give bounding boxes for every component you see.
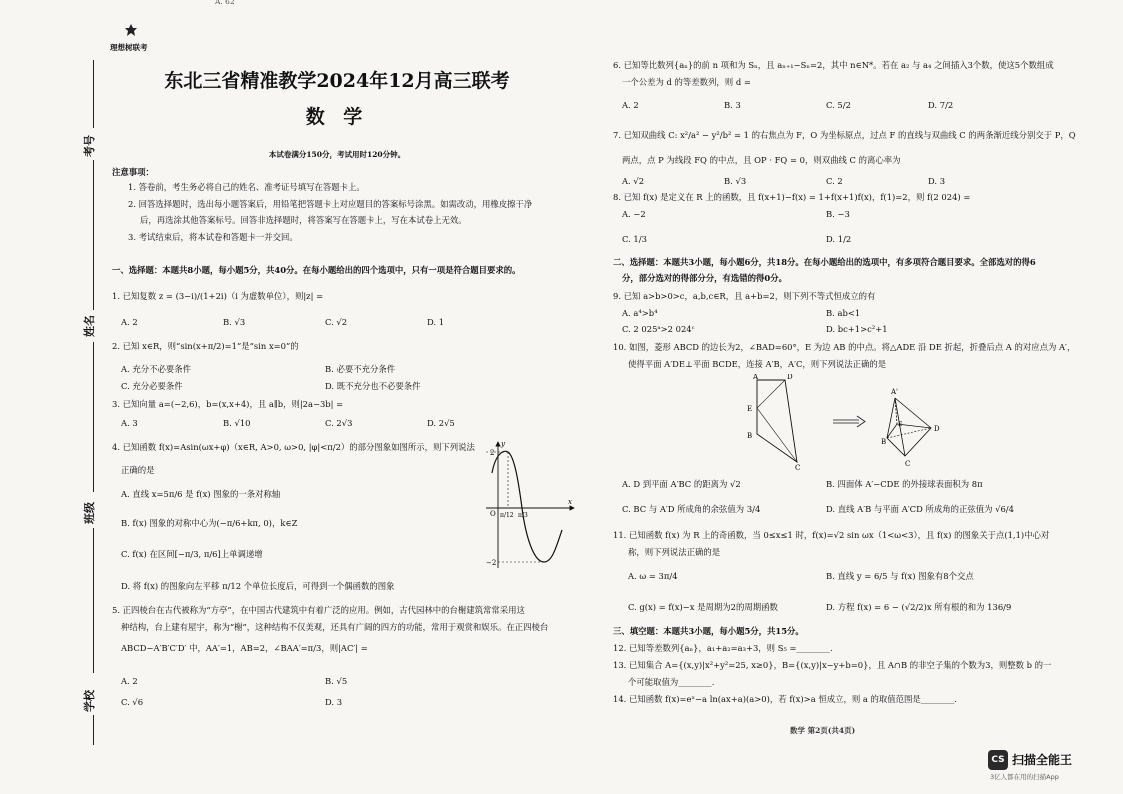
q4-stem: 4. 已知函数 f(x)=Asin(ωx+φ)（x∈R, A>0, ω>0, |φ|<π/2）的部分图象如图所示，则下列说法 — [112, 442, 475, 452]
binding-class: 班级 — [83, 502, 96, 524]
q5-option-b: B. √5 — [325, 676, 348, 686]
q10-option-c: C. BC 与 A′D 所成角的余弦值为 3/4 — [622, 504, 761, 514]
q7-line-2: 两点，点 P 为线段 FQ 的中点，且 OP · FQ = 0，则双曲线 C 的离心率为 — [622, 155, 901, 165]
q6-line-1: 6. 已知等比数列{aₙ}的前 n 项和为 Sₙ，且 aₙ₊₁−Sₙ=2，其中 n∈N*。若在 a₂ 与 a₄ 之间插入3个数，使这5个数组成 — [613, 60, 1054, 70]
q5-line-2: 种结构，台上建有屋宇，称为“榭”，这种结构不仅美观，还具有广阔的四方的功能，常用于观赏和娱乐。在正四棱台 — [121, 622, 549, 632]
q4-option-b: B. f(x) 图象的对称中心为(−π/6+kπ, 0)，k∈Z — [121, 518, 298, 528]
q11-line-1: 11. 已知函数 f(x) 为 R 上的奇函数，当 0≤x≤1 时，f(x)=√2 sin ωx（1<ω<3），且 f(x) 的图象关于点(1,1)中心对 — [613, 530, 1050, 540]
binding-line — [93, 715, 94, 745]
q4-tick-pi12: π/12 — [500, 512, 514, 519]
q4-option-a: A. 直线 x=5π/6 是 f(x) 图象的一条对称轴 — [121, 489, 281, 499]
q7-line-1: 7. 已知双曲线 C: x²/a² − y²/b² = 1 的右焦点为 F，O 为坐标原点，过点 F 的直线与双曲线 C 的两条渐近线分别交于 P，Q — [613, 130, 1076, 140]
q4-option-c: C. f(x) 在区间[−π/3, π/6]上单调递增 — [121, 549, 263, 559]
q8-option-b: B. −3 — [826, 209, 850, 219]
q6-option-a: A. 2 — [622, 100, 639, 110]
q9-stem: 9. 已知 a>b>0>c，a,b,c∈R，且 a+b=2，则下列不等式恒成立的有 — [613, 291, 876, 301]
q2-option-d: D. 既不充分也不必要条件 — [325, 381, 421, 391]
binding-line — [93, 528, 94, 673]
section-1-heading: 一、选择题：本题共8小题，每小题5分，共40分。在每小题给出的四个选项中，只有一项是符合题目要求的。 — [112, 265, 521, 275]
q10-fold-label-b: B — [881, 438, 887, 446]
binding-school: 学校 — [83, 690, 96, 712]
q5-option-d: D. 3 — [325, 697, 343, 707]
q9-option-c: C. 2 025ᵃ>2 024ᶜ — [622, 324, 695, 334]
q6-option-d: D. 7/2 — [928, 100, 954, 110]
q3-option-d: D. 2√5 — [427, 418, 455, 428]
exam-info: 本试卷满分150分，考试用时120分钟。 — [268, 150, 406, 159]
q1-stem: 1. 已知复数 z = (3−i)/(1+2i)（i 为虚数单位），则|z| = — [112, 291, 324, 301]
note-2b: 后，再选涂其他答案标号。回答非选择题时，将答案写在答题卡上，写在本试卷上无效。 — [140, 215, 467, 225]
q3-option-a: A. 3 — [121, 418, 138, 428]
q10-figure — [745, 374, 975, 472]
q10-option-d: D. 直线 A′B 与平面 A′CD 所成角的正弦值为 √6/4 — [826, 504, 1014, 514]
q5-line-1: 5. 正四棱台在古代被称为“方亭”，在中国古代建筑中有着广泛的应用。例如，古代园林中的台榭建筑常常采用这 — [112, 605, 525, 615]
q4-tick-neg2: −2 — [486, 559, 497, 567]
q1-option-a: A. 2 — [121, 317, 138, 327]
q7-option-b: B. √3 — [724, 176, 747, 186]
subject-title: 数 学 — [305, 106, 369, 128]
q4-tick-pi3: π/3 — [518, 512, 528, 519]
q10-label-d: D — [787, 374, 793, 381]
q3-option-c: C. 2√3 — [325, 418, 353, 428]
note-2a: 2. 回答选择题时，选出每小题答案后，用铅笔把答题卡上对应题目的答案标号涂黑。如需改动，用橡皮擦干净 — [128, 199, 533, 209]
q4-tick-2: 2 — [490, 449, 495, 457]
q8-option-d: D. 1/2 — [826, 234, 852, 244]
section-3-heading: 三、填空题：本题共3小题，每小题5分，共15分。 — [613, 626, 804, 636]
q8-option-c: C. 1/3 — [622, 234, 647, 244]
q5-option-a: A. 2 — [121, 676, 138, 686]
q8-stem: 8. 已知 f(x) 是定义在 R 上的函数，且 f(x+1)−f(x) = 1+f(x+1)f(x)，f(1)=2，则 f(2 024) = — [613, 192, 971, 202]
q11-line-2: 称，则下列说法正确的是 — [628, 547, 721, 557]
scanner-brand: 扫描全能王 — [1012, 753, 1073, 767]
q10-label-e: E — [747, 405, 753, 413]
q10-label-a-prime: A' — [891, 388, 898, 396]
binding-line — [93, 160, 94, 240]
q6-line-2: 一个公差为 d 的等差数列，则 d = — [622, 77, 751, 87]
q10-folded-solid — [887, 398, 931, 456]
q1-option-c: C. √2 — [325, 317, 348, 327]
q10-fold-label-e: E — [898, 421, 903, 428]
q6-option-b: B. 3 — [724, 100, 741, 110]
q5-option-c: C. √6 — [121, 697, 144, 707]
q1-option-d: D. 1 — [427, 317, 445, 327]
q11-option-c: C. g(x) = f(x)−x 是周期为2的周期函数 — [628, 602, 778, 612]
q1-option-b: B. √3 — [223, 317, 246, 327]
q10-option-b: B. 四面体 A′−CDE 的外接球表面积为 8π — [826, 479, 983, 489]
q4-origin-label: O — [490, 510, 496, 518]
binding-line — [93, 342, 94, 492]
binding-line — [93, 60, 94, 128]
binding-name: 姓名 — [83, 315, 96, 337]
q10-line-2: 使得平面 A′DE⊥平面 BCDE，连接 A′B，A′C，则下列说法正确的是 — [628, 359, 887, 369]
q3-option-b: B. √10 — [223, 418, 251, 428]
q4-stem-cont: 正确的是 — [121, 465, 155, 475]
q12-stem: 12. 已知等差数列{aₙ}，a₁+a₂=a₃+3，则 S₅ =________. — [613, 643, 833, 653]
q2-option-a: A. 充分不必要条件 — [121, 364, 191, 374]
q3-stem: 3. 已知向量 a=(−2,6)，b=(x,x+4)，且 a∥b，则|2a−3b| = — [112, 399, 344, 409]
note-3: 3. 考试结束后，将本试卷和答题卡一并交回。 — [128, 232, 298, 242]
q4-option-d: D. 将 f(x) 的图象向左平移 π/12 个单位长度后，可得到一个偶函数的图象 — [121, 581, 395, 591]
q4-x-label: x — [568, 498, 572, 506]
q2-option-b: B. 必要不充分条件 — [325, 364, 396, 374]
q7-option-c: C. 2 — [826, 176, 843, 186]
q9-option-d: D. bc+1>c²+1 — [826, 324, 888, 334]
q2-stem: 2. 已知 x∈R，则“sin(x+π/2)=1”是“sin x=0”的 — [112, 341, 299, 351]
section-2-heading: 二、选择题：本题共3小题，每小题6分，共18分。在每小题给出的选项中，有多项符合题目要求。全部选对的得6 — [613, 257, 1036, 267]
q9-option-b: B. ab<1 — [826, 308, 861, 318]
q2-option-c: C. 充分必要条件 — [121, 381, 183, 391]
q11-option-b: B. 直线 y = 6/5 与 f(x) 图象有8个交点 — [826, 571, 974, 581]
logo-emblem-icon — [124, 22, 138, 36]
q13-line-2: 个可能取值为________. — [628, 677, 715, 687]
binding-exam-no: 考号 — [83, 135, 96, 157]
q10-rhombus — [757, 380, 797, 462]
q13-line-1: 13. 已知集合 A={(x,y)|x²+y²=25, x≥0}，B={(x,y)|x−y+b=0}，且 A∩B 的非空子集的个数为3，则整数 b 的一 — [613, 660, 1052, 670]
q10-option-a: A. D 到平面 A′BC 的距离为 √2 — [622, 479, 741, 489]
q10-arrow-icon — [833, 416, 865, 427]
top-residue: A. 62 — [215, 0, 235, 6]
q9-option-a: A. a⁴>b⁴ — [622, 308, 658, 318]
scanner-tagline: 3亿人都在用的扫描App — [990, 773, 1059, 781]
q11-option-a: A. ω = 3π/4 — [628, 571, 678, 581]
q10-label-c: C — [795, 464, 801, 472]
q10-line-1: 10. 如图，菱形 ABCD 的边长为2，∠BAD=60°，E 为边 AB 的中点。将△ADE 沿 DE 折起，折叠后点 A 的对应点为 A′， — [613, 342, 1076, 352]
q7-option-a: A. √2 — [622, 176, 645, 186]
q6-option-c: C. 5/2 — [826, 100, 851, 110]
q10-fold-label-c: C — [905, 460, 911, 468]
q8-option-a: A. −2 — [622, 209, 646, 219]
q4-y-label: y — [501, 440, 505, 448]
logo-text: 理想树联考 — [110, 43, 148, 52]
scanner-logo-icon: CS — [988, 750, 1008, 770]
q4-sine-graph — [482, 438, 578, 573]
section-2-heading-cont: 分，部分选对的得部分分，有选错的得0分。 — [622, 273, 787, 283]
q7-option-d: D. 3 — [928, 176, 946, 186]
binding-line — [93, 240, 94, 310]
exam-title: 东北三省精准教学2024年12月高三联考 — [164, 70, 510, 92]
q10-fold-label-d: D — [934, 425, 940, 433]
page-footer: 数学 第2页(共4页) — [790, 726, 856, 735]
q10-label-b: B — [747, 432, 753, 440]
q5-line-3: ABCD−A′B′C′D′ 中，AA′=1，AB=2，∠BAA′=π/3，则|AC′| = — [121, 643, 368, 653]
q14-stem: 14. 已知函数 f(x)=eˣ−a ln(ax+a)(a>0)，若 f(x)>a 恒成立，则 a 的取值范围是________. — [613, 694, 957, 704]
note-1: 1. 答卷前，考生务必将自己的姓名、准考证号填写在答题卡上。 — [128, 182, 365, 192]
q10-label-a: A — [753, 374, 759, 381]
notes-title: 注意事项： — [112, 167, 154, 177]
q11-option-d: D. 方程 f(x) = 6 − (√2/2)x 所有根的和为 136/9 — [826, 602, 1012, 612]
q4-curve — [492, 451, 562, 562]
